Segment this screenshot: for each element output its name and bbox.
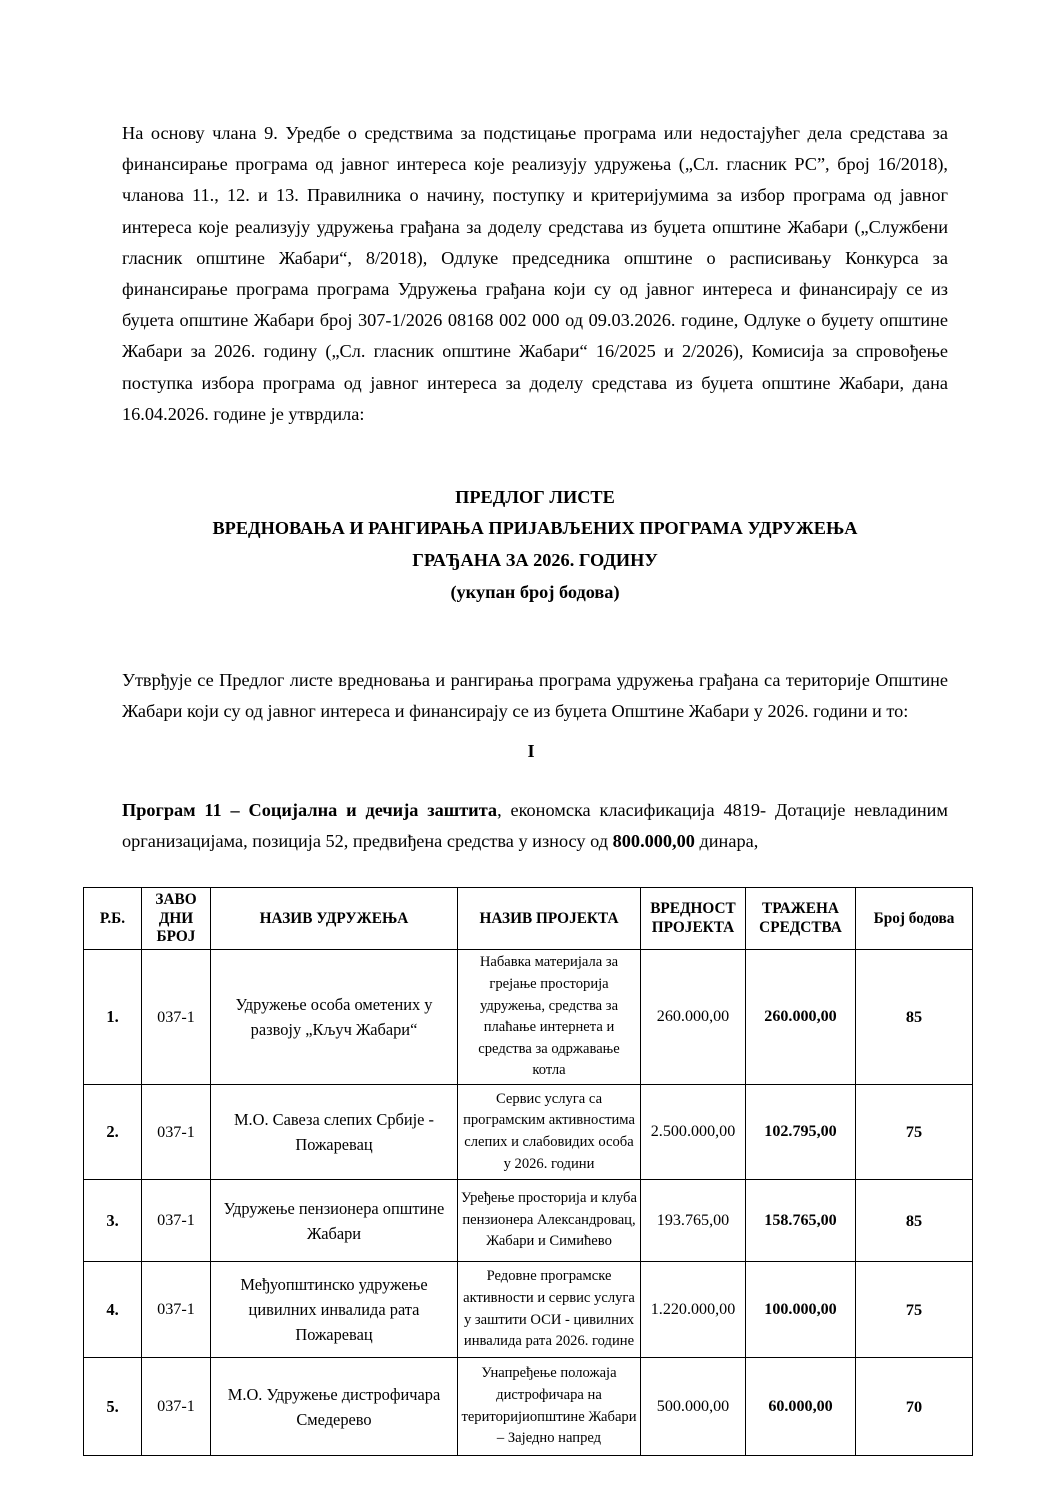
cell-projekat: Унапређење положаја дистрофичара на територијиопштине Жабари – Заједно напред: [458, 1358, 641, 1456]
zavodni-line-3: БРОЈ: [156, 928, 196, 946]
table-row: [84, 1085, 973, 1180]
cell-naziv: М.О. Савеза слепих Србије - Пожаревац: [211, 1085, 458, 1180]
cell-bodova: 85: [856, 1180, 973, 1262]
table-row: [84, 1180, 973, 1262]
cell-bodova: 85: [856, 950, 973, 1085]
section-roman-numeral: I: [527, 741, 535, 762]
cell-zavodni: 037-1: [142, 950, 211, 1085]
cell-zavodni: 037-1: [142, 1262, 211, 1358]
column-header-rb: Р.Б.: [84, 888, 142, 950]
intro-paragraph: На основу члана 9. Уредбе о средствима за подстицање програма или недостајућег дела средстава за финансирање програма од јавног интереса које реализују удружења („Сл. гласник РС”, број 16/2018), чланова 11., 12. и 13. Правилника о начину, поступку и критеријумима за избор програма од јавног интереса које реализују удружења грађана за доделу средстава из буџета општине Жабари („Службени гласник општине Жабари“, 8/2018), Одлуке председника општине о расписивању Конкурса за финансирање програма програма Удружења грађана који су од јавног интереса и финансирају се из буџета општине Жабари број 307-1/2026 08168 002 000 од 09.03.2026. године, Одлуке о буџету општине Жабари за 2026. годину („Сл. гласник општине Жабари“ 16/2025 и 2/2026), Комисија за спровођење поступка избора програма од јавног интереса за доделу средстава из буџета општине Жабари, дана 16.04.2026. године је утврдила:: [122, 123, 948, 424]
trazena-line-2: СРЕДСТВА: [759, 918, 842, 936]
cell-naziv: Удружење пензионера општине Жабари: [211, 1180, 458, 1262]
cell-zavodni: 037-1: [142, 1358, 211, 1456]
cell-trazena: 100.000,00: [746, 1262, 856, 1358]
cell-vrednost: 500.000,00: [641, 1358, 746, 1456]
cell-vrednost: 1.220.000,00: [641, 1262, 746, 1358]
column-header-naziv-udruzenja: НАЗИВ УДРУЖЕЊА: [211, 888, 458, 950]
vrednost-line-2: ПРОЈЕКТА: [651, 918, 735, 936]
table-row: [84, 1358, 973, 1456]
cell-vrednost: 193.765,00: [641, 1180, 746, 1262]
column-header-vrednost-projekta: [641, 888, 746, 950]
cell-zavodni: 037-1: [142, 1180, 211, 1262]
table-header-row: [84, 888, 973, 950]
title-subtitle: (укупан број бодова): [450, 582, 620, 603]
cell-projekat: Уређење просторија и клуба пензионера Александровац, Жабари и Симићево: [458, 1180, 641, 1262]
vrednost-line-1: ВРЕДНОСТ: [650, 900, 736, 918]
table-row: [84, 950, 973, 1085]
cell-rb: 3.: [84, 1180, 142, 1262]
cell-bodova: 75: [856, 1085, 973, 1180]
cell-projekat: Набавка материјала за грејање просторија удружења, средства за плаћање интернета и средства за одржавање котла: [458, 950, 641, 1085]
cell-rb: 2.: [84, 1085, 142, 1180]
second-paragraph: Утврђује се Предлог листе вредновања и рангирања програма удружења грађана са територије Општине Жабари који су од јавног интереса и финансирају се из буџета Општине Жабари у 2026. години и то:: [122, 669, 948, 721]
program-text-middle: , економска класификација 4819- Дотације невладиним организацијама, позиција 52, предвиђена средства у износу од: [122, 800, 948, 852]
document-content: [99, 118, 955, 1456]
ranking-table-wrapper: [99, 887, 955, 1456]
cell-zavodni: 037-1: [142, 1085, 211, 1180]
ranking-table: [83, 887, 973, 1456]
program-amount-bold: 800.000,00: [612, 831, 695, 852]
cell-rb: 5.: [84, 1358, 142, 1456]
title-line-1: ПРЕДЛОГ ЛИСТЕ: [455, 487, 615, 508]
cell-naziv: Удружење особа ометених у развоју „Кључ Жабари“: [211, 950, 458, 1085]
cell-trazena: 260.000,00: [746, 950, 856, 1085]
zavodni-line-1: ЗАВО: [155, 891, 197, 909]
program-heading-bold: Програм 11 – Социјална и дечија заштита: [122, 800, 498, 821]
cell-trazena: 102.795,00: [746, 1085, 856, 1180]
cell-trazena: 60.000,00: [746, 1358, 856, 1456]
column-header-zavodni-broj: [142, 888, 211, 950]
cell-trazena: 158.765,00: [746, 1180, 856, 1262]
cell-naziv: М.О. Удружење дистрофичара Смедерево: [211, 1358, 458, 1456]
program-text-end: динара,: [694, 831, 759, 852]
table-row: [84, 1262, 973, 1358]
column-header-broj-bodova: Број бодова: [856, 888, 973, 950]
cell-vrednost: 2.500.000,00: [641, 1085, 746, 1180]
cell-rb: 4.: [84, 1262, 142, 1358]
cell-bodova: 70: [856, 1358, 973, 1456]
cell-bodova: 75: [856, 1262, 973, 1358]
column-header-naziv-projekta: НАЗИВ ПРОЈЕКТА: [458, 888, 641, 950]
program-paragraph: [122, 795, 948, 857]
cell-naziv: Међуопштинско удружење цивилних инвалида рата Пожаревац: [211, 1262, 458, 1358]
cell-rb: 1.: [84, 950, 142, 1085]
document-title-block: [122, 482, 948, 609]
ranking-table-body: [84, 950, 973, 1456]
title-line-3: ГРАЂАНА ЗА 2026. ГОДИНУ: [412, 549, 658, 570]
zavodni-line-2: ДНИ: [158, 909, 194, 927]
title-line-2: ВРЕДНОВАЊА И РАНГИРАЊА ПРИЈАВЉЕНИХ ПРОГРАМА УДРУЖЕЊА: [212, 518, 858, 539]
trazena-line-1: ТРАЖЕНА: [762, 900, 839, 918]
cell-projekat: Редовне програмске активности и сервис услуга у заштити ОСИ - цивилних инвалида рата 2026. године: [458, 1262, 641, 1358]
cell-vrednost: 260.000,00: [641, 950, 746, 1085]
column-header-trazena-sredstva: [746, 888, 856, 950]
cell-projekat: Сервис услуга са програмским активностима слепих и слабовидих особа у 2026. години: [458, 1085, 641, 1180]
